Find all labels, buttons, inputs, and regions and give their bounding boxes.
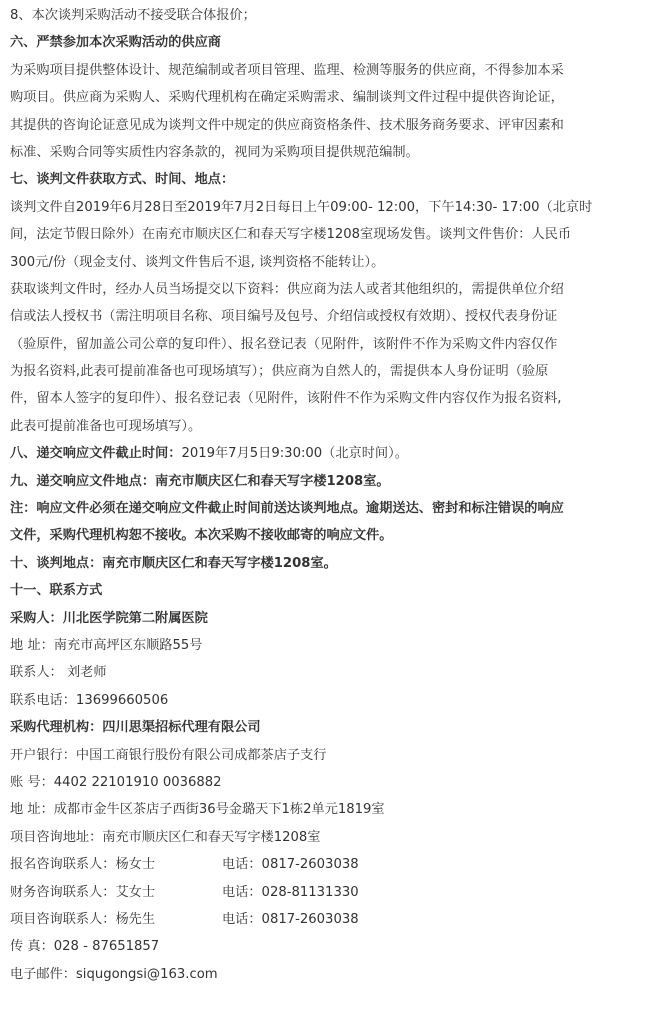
text-line: 件，留本人签字的复印件）、报名登记表（见附件，该附件不作为采购文件内容仅作为报名资料, [10,391,562,407]
deadline-value: 2019年7月5日9:30:00（北京时间）。 [181,446,408,462]
contact-phone: 电话：0817-2603038 [222,911,359,927]
section-middle [10,468,656,851]
text-line: 为采购项目提供整体设计、规范编制或者项目管理、监理、检测等服务的供应商，不得参加本采 [10,62,564,78]
text-line: 购项目。供应商为采购人、采购代理机构在确定采购需求、编制谈判文件过程中提供咨询论证， [10,90,564,106]
text-line: 为报名资料,此表可提前准备也可现场填写）；供应商为自然人的，需提供本人身份证明（验原 [10,364,549,380]
fax-line: 传 真：028 - 87651857 [10,939,160,955]
text-line: 地 址：南充市高坪区东顺路55号 [10,637,203,653]
text-line: 谈判文件自2019年6月28日至2019年7月2日每日上午09:00- 12:00，下午14:30- 17:00（北京时 [10,199,593,215]
contact-row [10,851,656,878]
contact-name: 财务咨询联系人：艾女士 [10,884,156,900]
text-line: 采购人：川北医学院第二附属医院 [10,610,208,626]
deadline-line [10,440,656,467]
contact-row [10,906,656,933]
contact-phone: 电话：028-81131330 [222,884,359,900]
text-line: 联系电话：13699660506 [10,692,169,708]
text-line: 六、严禁参加本次采购活动的供应商 [10,35,221,51]
text-line: 采购代理机构：四川思渠招标代理有限公司 [10,720,261,736]
text-line: 标准、采购合同等实质性内容条款的，视同为采购项目提供规范编制。 [10,144,419,160]
contact-name: 项目咨询联系人：杨先生 [10,911,156,927]
email-line: 电子邮件：siqugongsi@163.com [10,966,218,982]
text-line: 300元/份（现金支付、谈判文件售后不退, 谈判资格不能转让）。 [10,254,385,270]
text-line: 信或法人授权书（需注明项目名称、项目编号及包号、介绍信或授权有效期）、授权代表身份证 [10,309,558,325]
text-line: 十一、联系方式 [10,583,103,599]
contact-name: 报名咨询联系人：杨女士 [10,857,156,873]
text-line: 联系人： 刘老师 [10,665,107,681]
text-line: 8、本次谈判采购活动不接受联合体报价； [10,8,256,23]
contact-phone: 电话：0817-2603038 [222,857,359,873]
text-line: 其提供的咨询论证意见成为谈判文件中规定的供应商资格条件、技术服务商务要求、评审因素和 [10,117,564,133]
text-line: 开户银行：中国工商银行股份有限公司成都茶店子支行 [10,747,327,763]
text-line: 注：响应文件必须在递交响应文件截止时间前送达谈判地点。逾期送达、密封和标注错误的响应 [10,501,564,517]
contacts-table [10,851,656,933]
text-line: 文件，采购代理机构恕不接收。本次采购不接收邮寄的响应文件。 [10,528,393,544]
section-top [10,2,656,440]
text-line: 此表可提前准备也可现场填写）。 [10,418,202,434]
deadline-label: 八、递交响应文件截止时间： [10,446,182,462]
text-line: 账 号：4402 22101910 0036882 [10,774,222,790]
text-line: 七、谈判文件获取方式、时间、地点： [10,172,235,188]
text-line: 地 址：成都市金牛区茶店子西街36号金璐天下1栋2单元1819室 [10,802,385,818]
contact-row [10,879,656,906]
text-line: 九、递交响应文件地点：南充市顺庆区仁和春天写字楼1208室。 [10,473,390,489]
text-line: 间，法定节假日除外）在南充市顺庆区仁和春天写字楼1208室现场发售。谈判文件售价：人民币 [10,227,572,243]
text-line: （验原件，留加盖公司公章的复印件）、报名登记表（见附件，该附件不作为采购文件内容仅作 [10,336,558,352]
text-line: 十、谈判地点：南充市顺庆区仁和春天写字楼1208室。 [10,555,337,571]
text-line: 项目咨询地址：南充市顺庆区仁和春天写字楼1208室 [10,829,321,845]
text-line: 获取谈判文件时，经办人员当场提交以下资料：供应商为法人或者其他组织的，需提供单位介绍 [10,281,564,297]
